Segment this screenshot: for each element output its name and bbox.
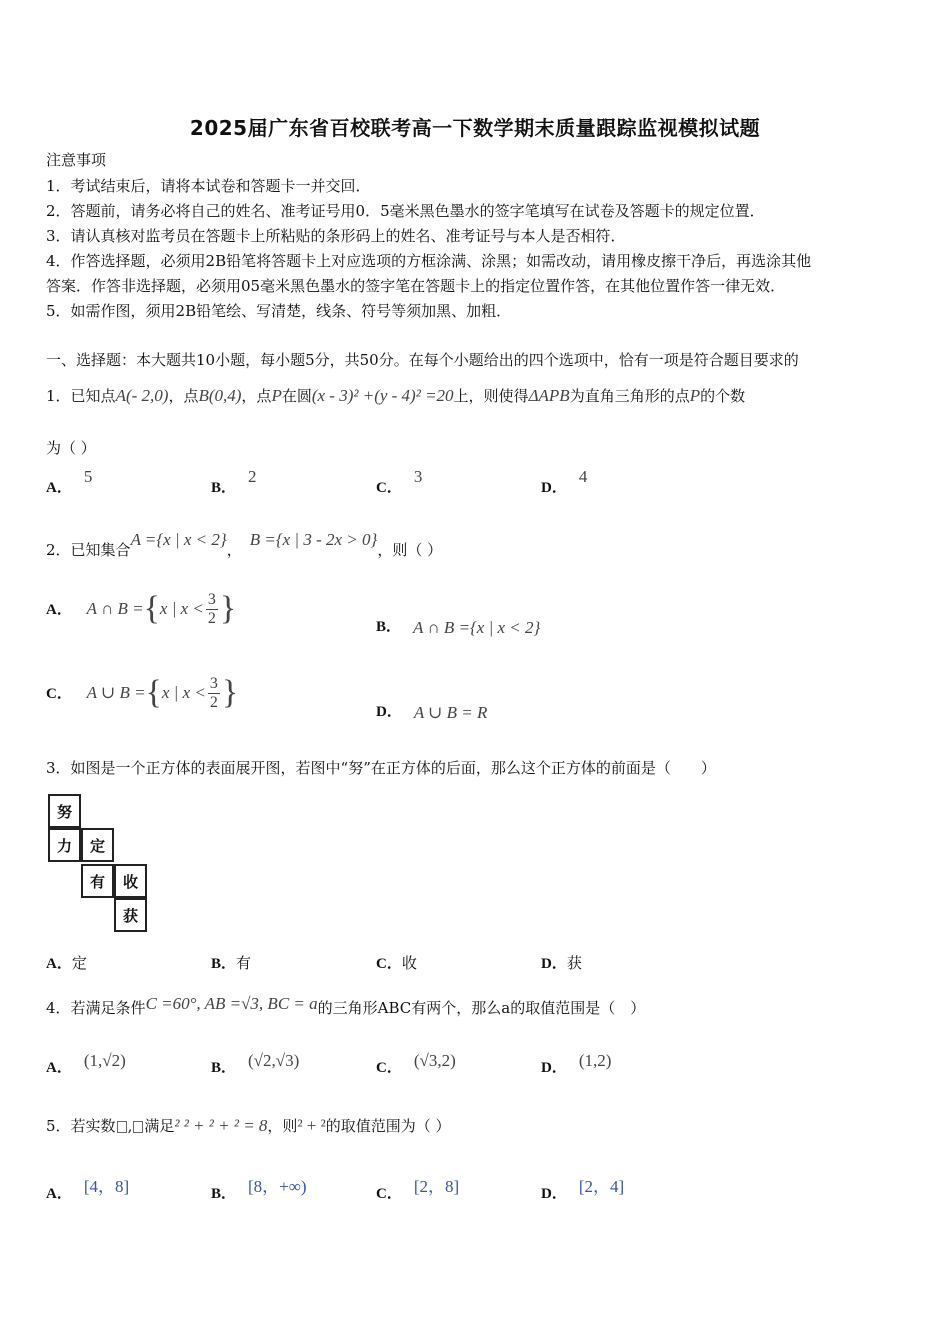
set-condition: x | x < bbox=[159, 599, 204, 618]
q4-option-b bbox=[211, 1051, 300, 1077]
section-heading: 一、选择题：本大题共10小题，每小题5分，共50分。在每个小题给出的四个选项中，恰有一项是符合题目要求的 bbox=[46, 351, 799, 369]
q4-option-c bbox=[376, 1051, 456, 1077]
option-value: 收 bbox=[401, 954, 417, 972]
set-a: A ={x | x < 2} bbox=[130, 530, 227, 549]
page-title: 2025届广东省百校联考高一下数学期末质量跟踪监视模拟试题 bbox=[189, 116, 761, 140]
option-value: (1,2) bbox=[578, 1051, 612, 1070]
question-number: 3． bbox=[46, 759, 71, 777]
q4-option-d bbox=[541, 1051, 612, 1077]
q3-text: 如图是一个正方体的表面展开图，若图中“努”在正方体的后面，那么这个正方体的前面是（ ） bbox=[70, 759, 716, 777]
question-1 bbox=[46, 386, 745, 406]
net-cell: 努 bbox=[48, 794, 81, 828]
option-label: A． bbox=[46, 1060, 72, 1076]
option-label: A． bbox=[46, 1186, 72, 1202]
option-value: [2，4] bbox=[578, 1177, 625, 1196]
q1-text: 上，则使得 bbox=[453, 387, 529, 405]
option-value: 2 bbox=[248, 467, 257, 486]
option-label: C． bbox=[376, 480, 402, 496]
brace-open: { bbox=[143, 590, 160, 627]
option-value: A ∪ B = R bbox=[413, 703, 488, 722]
q1-text: 的个数 bbox=[700, 387, 746, 405]
option-value: (√2,√3) bbox=[248, 1051, 300, 1070]
fraction-denominator: 2 bbox=[207, 609, 216, 627]
circle-equation: (x - 3)² +(y - 4)² =20 bbox=[311, 386, 454, 405]
q1-text: ，点 bbox=[241, 387, 272, 405]
q1-text: 已知点 bbox=[70, 387, 116, 405]
q5-option-b bbox=[211, 1178, 307, 1203]
brace-close: } bbox=[219, 590, 237, 627]
question-2 bbox=[46, 530, 443, 560]
option-label: A． bbox=[46, 956, 72, 972]
triangle-condition: C =60°, AB =√3, BC = a bbox=[145, 994, 318, 1013]
option-value: 4 bbox=[578, 467, 588, 486]
option-label: D． bbox=[541, 1060, 567, 1076]
missing-glyph-icon bbox=[117, 1121, 127, 1133]
q4-text: 若满足条件 bbox=[70, 999, 146, 1017]
option-value: [8，+∞) bbox=[248, 1177, 307, 1196]
question-number: 2． bbox=[46, 541, 71, 559]
note-item: 3．请认真核对监考员在答题卡上所粘贴的条形码上的姓名、准考证号与本人是否相符． bbox=[46, 227, 626, 245]
net-cell: 力 bbox=[48, 828, 81, 862]
q1-option-d bbox=[541, 467, 588, 497]
net-cell: 定 bbox=[81, 828, 114, 862]
net-cell: 有 bbox=[81, 864, 114, 898]
option-label: D． bbox=[541, 480, 567, 496]
option-label: C． bbox=[46, 686, 72, 702]
q5-option-d bbox=[541, 1178, 624, 1203]
note-item: 答案．作答非选择题，必须用05毫米黑色墨水的签字笔在答题卡上的指定位置作答，在其他位置作答一律无效． bbox=[46, 277, 786, 295]
brace-close: } bbox=[221, 674, 239, 711]
option-value: [2，8] bbox=[413, 1177, 460, 1196]
point-b: B(0,4) bbox=[198, 386, 242, 405]
question-number: 5． bbox=[46, 1117, 71, 1135]
q5-option-c bbox=[376, 1178, 459, 1203]
option-value: 获 bbox=[566, 954, 582, 972]
option-label: A． bbox=[46, 602, 72, 618]
q2-option-a bbox=[46, 590, 236, 628]
option-value: (√3,2) bbox=[413, 1051, 456, 1070]
q1-option-c bbox=[376, 467, 423, 497]
q2-option-d bbox=[376, 700, 487, 721]
net-cell: 获 bbox=[114, 898, 147, 932]
q1-text: 在圆 bbox=[281, 387, 312, 405]
q2-option-c bbox=[46, 674, 238, 712]
q4-text: 的三角形ABC有两个，那么a的取值范围是（ ） bbox=[317, 999, 646, 1017]
option-label: D． bbox=[541, 1186, 567, 1202]
q2-text: ，则（ ） bbox=[377, 541, 443, 559]
set-expression: A ∩ B = bbox=[86, 599, 144, 618]
fraction-numerator: 3 bbox=[209, 674, 218, 692]
q1-option-a bbox=[46, 467, 93, 497]
note-item: 4．作答选择题，必须用2B铅笔将答题卡上对应选项的方框涂满、涂黑；如需改动，请用橡皮擦干净后，再选涂其他 bbox=[46, 252, 812, 270]
option-label: B． bbox=[211, 1060, 237, 1076]
q3-option-b bbox=[211, 952, 251, 973]
point-p: P bbox=[689, 386, 701, 405]
triangle-apb: ΔAPB bbox=[528, 386, 570, 405]
question-3 bbox=[46, 758, 716, 778]
question-number: 1． bbox=[46, 387, 71, 405]
q1-text: ，点 bbox=[168, 387, 199, 405]
notes-heading: 注意事项 bbox=[46, 151, 107, 169]
option-label: A． bbox=[46, 480, 72, 496]
q2-option-b bbox=[376, 615, 540, 636]
q4-option-a bbox=[46, 1051, 126, 1077]
option-label: D． bbox=[541, 956, 567, 972]
note-item: 2．答题前，请务必将自己的姓名、准考证号用0．5毫米黑色墨水的签字笔填写在试卷及答题卡的规定位置． bbox=[46, 202, 765, 220]
fraction-denominator: 2 bbox=[209, 693, 218, 711]
q1-line2: 为（ ） bbox=[46, 439, 96, 457]
constraint-equation: ² ² + ² + ² = 8 bbox=[174, 1116, 268, 1135]
set-expression: A ∪ B = bbox=[86, 683, 146, 702]
q1-option-b bbox=[211, 467, 257, 497]
q2-text: ， bbox=[226, 541, 242, 559]
option-label: B． bbox=[211, 956, 237, 972]
q5-text: 的取值范围为（ ） bbox=[325, 1117, 451, 1135]
net-cell: 收 bbox=[114, 864, 147, 898]
option-value: [4，8] bbox=[83, 1177, 130, 1196]
question-4 bbox=[46, 994, 646, 1018]
option-value: 5 bbox=[83, 467, 93, 486]
brace-open: { bbox=[145, 674, 162, 711]
missing-glyph-icon bbox=[133, 1121, 143, 1133]
note-item: 1．考试结束后，请将本试卷和答题卡一并交回． bbox=[46, 177, 371, 195]
q5-text: ，则 bbox=[267, 1117, 298, 1135]
target-expression: ² + ² bbox=[297, 1116, 326, 1135]
option-value: A ∩ B ={x | x < 2} bbox=[413, 618, 541, 637]
note-item: 5．如需作图，须用2B铅笔绘、写清楚，线条、符号等须加黑、加粗． bbox=[46, 302, 512, 320]
question-5: 5．若实数 , 满足² ² + ² + ² = 8，则² + ²的取值范围为（ ） bbox=[46, 1116, 451, 1135]
option-label: C． bbox=[376, 956, 402, 972]
question-number: 4． bbox=[46, 999, 71, 1017]
option-label: B． bbox=[211, 1186, 237, 1202]
q1-text: 为直角三角形的点 bbox=[569, 387, 690, 405]
fraction-numerator: 3 bbox=[207, 590, 216, 608]
q3-option-c bbox=[376, 952, 417, 973]
set-b: B ={x | 3 - 2x > 0} bbox=[249, 530, 378, 549]
option-label: B． bbox=[211, 480, 237, 496]
option-label: B． bbox=[376, 619, 402, 635]
q3-option-d bbox=[541, 952, 582, 973]
point-p: P bbox=[271, 386, 282, 405]
set-condition: x | x < bbox=[161, 683, 206, 702]
q5-option-a bbox=[46, 1178, 129, 1203]
option-value: 定 bbox=[71, 954, 87, 972]
option-label: C． bbox=[376, 1186, 402, 1202]
option-label: C． bbox=[376, 1060, 402, 1076]
q5-text: 若实数 bbox=[70, 1117, 116, 1135]
option-value: (1,√2) bbox=[83, 1051, 126, 1070]
option-label: D． bbox=[376, 704, 402, 720]
q3-option-a bbox=[46, 952, 87, 973]
option-value: 有 bbox=[236, 954, 252, 972]
q2-text: 已知集合 bbox=[70, 541, 131, 559]
option-value: 3 bbox=[413, 467, 423, 486]
point-a: A(- 2,0) bbox=[115, 386, 169, 405]
q5-text: 满足 bbox=[144, 1117, 175, 1135]
